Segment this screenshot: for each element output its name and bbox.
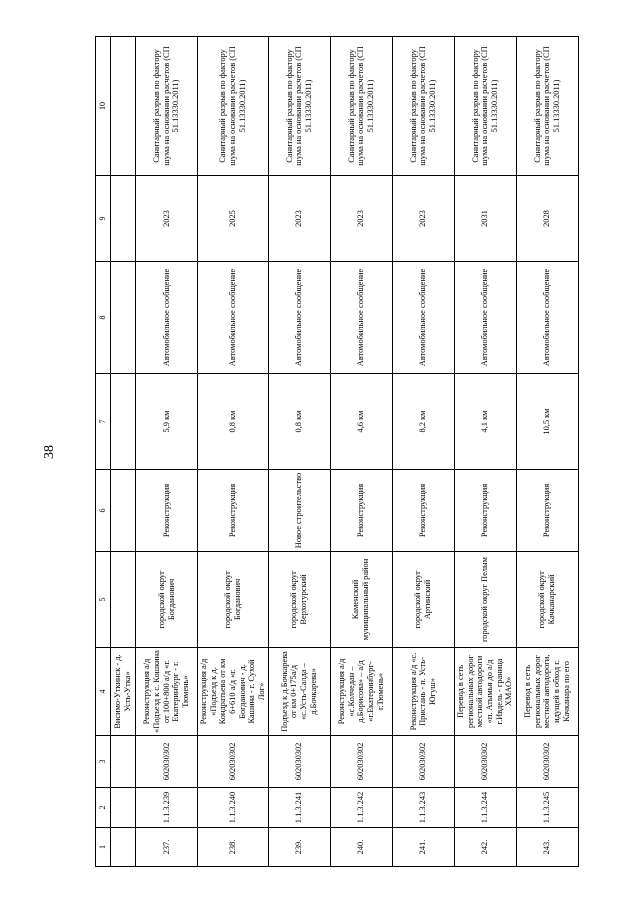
rotated-table-container: [95, 37, 575, 867]
table-cell: [111, 470, 136, 552]
header-cell: 4: [96, 648, 111, 736]
row-object-name: Подъезд к д.Бочкарева от км 0+175а/д «с.Усть-Салда – д.Бочкарева»: [268, 648, 330, 736]
table-cell: [111, 552, 136, 648]
header-cell: 8: [96, 262, 111, 374]
row-length: 0,8 км: [198, 374, 269, 470]
row-work-type: Реконструкция: [454, 470, 516, 552]
table-cell: [111, 788, 136, 828]
row-location: городской округ Артинский: [392, 552, 454, 648]
row-code: 1.1.3.242: [330, 788, 392, 828]
row-work-type: Реконструкция: [516, 470, 578, 552]
header-cell: 5: [96, 552, 111, 648]
table-cell: [111, 828, 136, 867]
row-code: 1.1.3.243: [392, 788, 454, 828]
table-header-row: [96, 37, 111, 867]
row-class-code: 602030302: [516, 736, 578, 788]
row-code: 1.1.3.241: [268, 788, 330, 828]
row-location: городской округ Пелым: [454, 552, 516, 648]
row-code: 1.1.3.240: [198, 788, 269, 828]
row-zone: Санитарный разрыв по фактору шума на основании расчетов (СП 51.13330.2011): [392, 37, 454, 176]
row-object-name: Реконструкция а/д «Подъезд к д. Кондратьева от км 6+610 а/д «г. Богданович - д. Кашина - г. Сухой Лог»: [198, 648, 269, 736]
page-number: 38: [42, 445, 57, 459]
row-class-code: 602030302: [268, 736, 330, 788]
row-class-code: 602030302: [392, 736, 454, 788]
row-object-name: Реконструкция а/д «с.Колчедан – д.Борисова» – а/д «г.Екатеринбург-г.Тюмень»: [330, 648, 392, 736]
row-number: 243.: [516, 828, 578, 867]
row-work-type: Реконструкция: [198, 470, 269, 552]
row-length: 10,5 км: [516, 374, 578, 470]
table-cell: [111, 176, 136, 262]
header-cell: 6: [96, 470, 111, 552]
table-row: [330, 37, 392, 867]
row-zone: Санитарный разрыв по фактору шума на основании расчетов (СП 51.13330.2011): [198, 37, 269, 176]
row-length: 0,8 км: [268, 374, 330, 470]
table-cell: [111, 262, 136, 374]
header-cell: 3: [96, 736, 111, 788]
table-row: [136, 37, 198, 867]
row-purpose: Автомобильное сообщение: [454, 262, 516, 374]
row-year: 2023: [268, 176, 330, 262]
row-zone: Санитарный разрыв по фактору шума на основании расчетов (СП 51.13330.2011): [330, 37, 392, 176]
row-year: 2025: [198, 176, 269, 262]
row-object-name: Перевод в сеть региональных дорог местной автодороги, идущей в обход г. Качканара по его: [516, 648, 578, 736]
row-purpose: Автомобильное сообщение: [268, 262, 330, 374]
table-cell: [111, 374, 136, 470]
table-cell: [111, 37, 136, 176]
row-location: городской округ Качканарский: [516, 552, 578, 648]
row-work-type: Новое строительство: [268, 470, 330, 552]
row-zone: Санитарный разрыв по фактору шума на основании расчетов (СП 51.13330.2011): [268, 37, 330, 176]
header-cell: 7: [96, 374, 111, 470]
header-cell: 1: [96, 828, 111, 867]
row-number: 242.: [454, 828, 516, 867]
row-code: 1.1.3.245: [516, 788, 578, 828]
row-length: 5,9 км: [136, 374, 198, 470]
row-class-code: 602030302: [198, 736, 269, 788]
row-work-type: Реконструкция: [392, 470, 454, 552]
continuation-row: [111, 37, 136, 867]
header-cell: 9: [96, 176, 111, 262]
row-purpose: Автомобильное сообщение: [136, 262, 198, 374]
table-row: [198, 37, 269, 867]
row-purpose: Автомобильное сообщение: [330, 262, 392, 374]
row-code: 1.1.3.239: [136, 788, 198, 828]
table-cell: [111, 736, 136, 788]
row-zone: Санитарный разрыв по фактору шума на основании расчетов (СП 51.13330.2011): [454, 37, 516, 176]
row-object-name: Реконструкция а/д «с. Пристань - п. Усть-Югуш»: [392, 648, 454, 736]
row-number: 238.: [198, 828, 269, 867]
header-cell: 10: [96, 37, 111, 176]
row-purpose: Автомобильное сообщение: [516, 262, 578, 374]
row-object-name: Реконструкция а/д «Подъезд к с. Кошкина от 100+800 а/д «г. Екатеринбург - г. Тюмень»: [136, 648, 198, 736]
row-object-name: Перевод в сеть региональных дорог местной автодороги «п. Атымья до а/д г.Ивдель - граница ХМАО»: [454, 648, 516, 736]
row-number: 237.: [136, 828, 198, 867]
table-row: [516, 37, 578, 867]
row-code: 1.1.3.244: [454, 788, 516, 828]
row-purpose: Автомобильное сообщение: [392, 262, 454, 374]
table-row: [454, 37, 516, 867]
row-zone: Санитарный разрыв по фактору шума на основании расчетов (СП 51.13330.2011): [136, 37, 198, 176]
row-length: 4,6 км: [330, 374, 392, 470]
row-class-code: 602030302: [136, 736, 198, 788]
row-year: 2028: [516, 176, 578, 262]
row-number: 240.: [330, 828, 392, 867]
row-work-type: Реконструкция: [330, 470, 392, 552]
table-cell: Висимо-Уткинск - д. Усть-Утка»: [111, 648, 136, 736]
row-purpose: Автомобильное сообщение: [198, 262, 269, 374]
row-length: 4,1 км: [454, 374, 516, 470]
objects-table: [95, 36, 579, 867]
row-year: 2023: [330, 176, 392, 262]
row-year: 2023: [392, 176, 454, 262]
row-year: 2031: [454, 176, 516, 262]
row-location: городской округ Богданович: [198, 552, 269, 648]
row-number: 241.: [392, 828, 454, 867]
row-length: 8,2 км: [392, 374, 454, 470]
row-location: городской округ Богданович: [136, 552, 198, 648]
row-zone: Санитарный разрыв по фактору шума на основании расчетов (СП 51.13330.2011): [516, 37, 578, 176]
table-row: [268, 37, 330, 867]
header-cell: 2: [96, 788, 111, 828]
row-class-code: 602030302: [330, 736, 392, 788]
row-location: городской округ Верхотурский: [268, 552, 330, 648]
row-number: 239.: [268, 828, 330, 867]
row-year: 2023: [136, 176, 198, 262]
row-class-code: 602030302: [454, 736, 516, 788]
table-row: [392, 37, 454, 867]
row-work-type: Реконструкция: [136, 470, 198, 552]
row-location: Каменский муниципальный район: [330, 552, 392, 648]
